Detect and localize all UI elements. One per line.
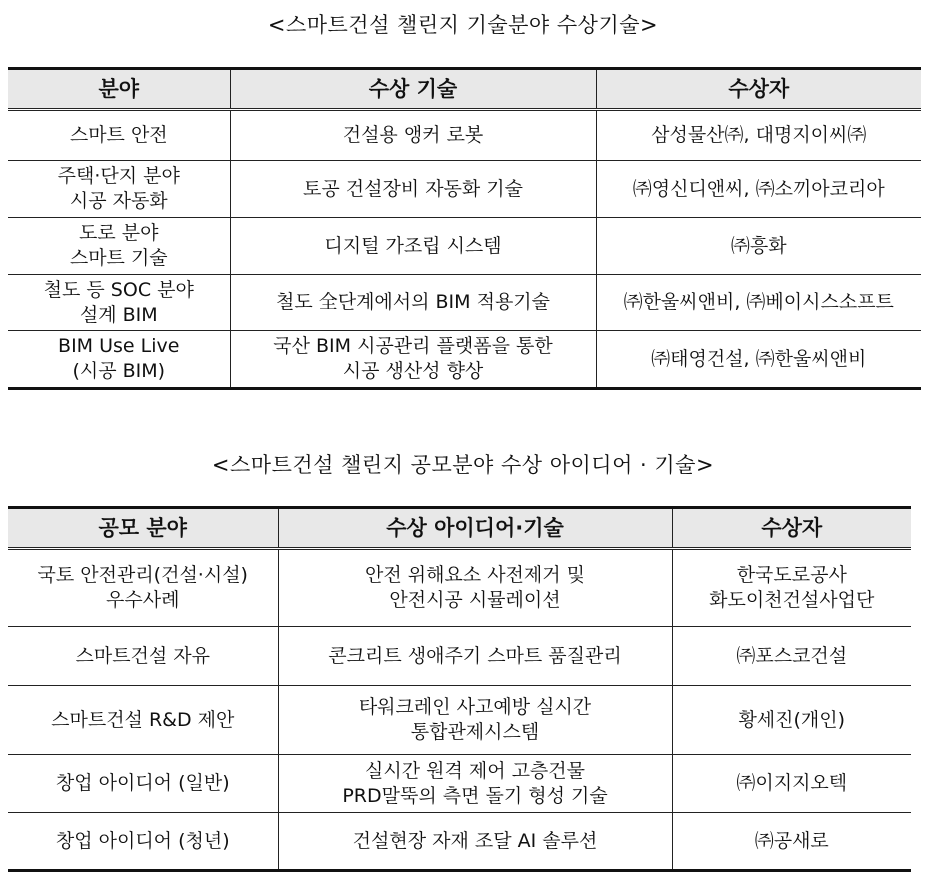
table-row (8, 331, 921, 389)
table-header-row (8, 69, 921, 110)
winner-cell: ㈜이지지오텍 (672, 755, 911, 813)
field-cell: 창업 아이디어 (일반) (8, 755, 278, 813)
table-row (8, 110, 921, 161)
winner-cell: ㈜흥화 (596, 218, 921, 275)
winner-cell: 한국도로공사 화도이천건설사업단 (672, 549, 911, 627)
tech-cell: 국산 BIM 시공관리 플랫폼을 통한 시공 생산성 향상 (230, 331, 596, 389)
tech-cell: 토공 건설장비 자동화 기술 (230, 161, 596, 218)
tech-cell: 안전 위해요소 사전제거 및 안전시공 시뮬레이션 (278, 549, 672, 627)
header-tech: 수상 아이디어·기술 (278, 508, 672, 549)
field-cell: 주택·단지 분야 시공 자동화 (8, 161, 230, 218)
field-cell: BIM Use Live (시공 BIM) (8, 331, 230, 389)
tech-cell: 타워크레인 사고예방 실시간 통합관제시스템 (278, 686, 672, 755)
header-field: 분야 (8, 69, 230, 110)
table-row (8, 549, 911, 627)
field-cell: 스마트 안전 (8, 110, 230, 161)
contest-awards-table (8, 506, 911, 872)
field-cell: 스마트건설 R&D 제안 (8, 686, 278, 755)
field-cell: 도로 분야 스마트 기술 (8, 218, 230, 275)
tech-cell: 디지털 가조립 시스템 (230, 218, 596, 275)
field-cell: 국토 안전관리(건설·시설) 우수사례 (8, 549, 278, 627)
table-row (8, 275, 921, 331)
winner-cell: ㈜한울씨앤비, ㈜베이시스소프트 (596, 275, 921, 331)
winner-cell: 황세진(개인) (672, 686, 911, 755)
header-winner: 수상자 (596, 69, 921, 110)
header-winner: 수상자 (672, 508, 911, 549)
table-row (8, 755, 911, 813)
tech-awards-table (8, 67, 921, 390)
tech-cell: 건설현장 자재 조달 AI 솔루션 (278, 813, 672, 871)
table-header-row (8, 508, 911, 549)
field-cell: 스마트건설 자유 (8, 627, 278, 686)
table-row (8, 813, 911, 871)
tech-cell: 철도 全단계에서의 BIM 적용기술 (230, 275, 596, 331)
table-row (8, 218, 921, 275)
field-cell: 창업 아이디어 (청년) (8, 813, 278, 871)
winner-cell: ㈜공새로 (672, 813, 911, 871)
table1-caption: <스마트건설 챌린지 기술분야 수상기술> (267, 13, 659, 37)
tech-cell: 콘크리트 생애주기 스마트 품질관리 (278, 627, 672, 686)
header-field: 공모 분야 (8, 508, 278, 549)
table-row (8, 161, 921, 218)
field-cell: 철도 등 SOC 분야 설계 BIM (8, 275, 230, 331)
winner-cell: ㈜태영건설, ㈜한울씨앤비 (596, 331, 921, 389)
tech-cell: 실시간 원격 제어 고층건물 PRD말뚝의 측면 돌기 형성 기술 (278, 755, 672, 813)
winner-cell: ㈜영신디앤씨, ㈜소끼아코리아 (596, 161, 921, 218)
header-tech: 수상 기술 (230, 69, 596, 110)
winner-cell: 삼성물산㈜, 대명지이씨㈜ (596, 110, 921, 161)
table2-caption: <스마트건설 챌린지 공모분야 수상 아이디어 · 기술> (211, 453, 715, 477)
table-row (8, 686, 911, 755)
tech-cell: 건설용 앵커 로봇 (230, 110, 596, 161)
table-row (8, 627, 911, 686)
winner-cell: ㈜포스코건설 (672, 627, 911, 686)
